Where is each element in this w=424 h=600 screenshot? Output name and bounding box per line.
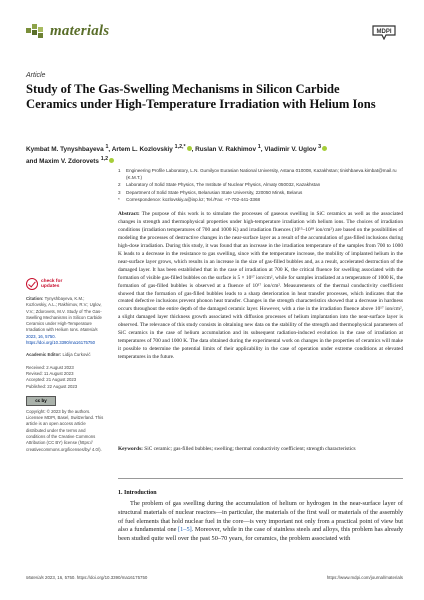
received-date: Received: 2 August 2023 xyxy=(26,364,74,370)
mdpi-logo-text: MDPI xyxy=(376,29,392,35)
abstract-text: The purpose of this work is to simulate the processes of gaseous swelling in SiC ceramics as well as the associated changes in strength and thermophysical properties under high-temperature irradiation with helium ions. The choices of irradiation conditions (irradiation temperatures of 700 and 1000 K) and irradiation fluences (10¹⁵–10¹⁸ ion/cm²) are based on the possibilities of modeling the processes of destructive changes in the near-surface layer as a result of the accumulation of gas-filled inclusions during high-dose irradiation. During this study, it was found that an increase in the irradiation temperature of the samples from 700 to 1000 K leads to a decrease in the resistance to gas swelling, since with the temperature increase, the mobility of implanted helium in the near-surface layer grows, which results in an increase in the size of gas-filled bubbles and, as a result, accelerated destruction of the damaged layer. It has been established that in the case of irradiation at 700 K, the critical fluence for swelling associated with the formation of visible gas-filled bubbles on the surface is 5 × 10¹⁷ ion/cm², while for samples irradiated at a temperature of 1000 K, the formation of gas-filled bubbles is observed at a fluence of 10¹⁷ ion/cm². Measurements of the thermal conductivity coefficient showed that the formation of gas-filled bubbles leads to a sharp deterioration in heat transfer processes, which indicates that the created defective inclusions prevent phonon heat transfer. Changes in the strength characteristics showed that a decrease in hardness occurs throughout the entire depth of the damaged ceramic layer. However, with a rise in the irradiation fluence above 10¹⁷ ion/cm², a slight damaged layer thickness growth associated with diffusion processes of helium implantation into the near-surface layer is observed. The relevance of this study consists in obtaining new data on the stability of the strength and thermophysical parameters of SiC ceramics in the case of helium accumulation and its subsequent radiation-induced evolution in the case of irradiation at temperatures of 700 and 1000 K. The data obtained during the experimental work on changes in the properties of ceramics will make it possible to determine the potential limits of their applicability in the case of operation under extreme conditions at elevated temperatures in the future. xyxy=(118,211,403,361)
introduction-paragraph xyxy=(118,500,403,544)
author-name[interactable]: Artem L. Kozlovskiy xyxy=(111,146,173,154)
affiliation-item xyxy=(118,167,403,181)
citation-block xyxy=(26,296,106,346)
correspondence-marker: * xyxy=(118,196,120,202)
abstract-label: Abstract: xyxy=(118,211,140,217)
citation-journal: Materials xyxy=(80,327,98,333)
revised-date: Revised: 11 August 2023 xyxy=(26,370,74,376)
keywords xyxy=(118,446,403,454)
section-heading: 1. Introduction xyxy=(118,490,157,496)
section-divider xyxy=(118,478,403,479)
editor-name: Lidija Ćurković xyxy=(62,352,91,358)
orcid-icon[interactable] xyxy=(322,146,327,151)
author-affiliation-marker: 1,2,* xyxy=(174,144,186,150)
correspondence xyxy=(118,196,403,203)
orcid-icon[interactable] xyxy=(109,158,114,163)
editor-block xyxy=(26,352,106,358)
article-type: Article xyxy=(26,72,46,79)
affiliation-marker: 2 xyxy=(118,182,121,188)
author-name[interactable]: Maxim V. Zdorovets xyxy=(39,157,99,165)
footer-citation xyxy=(26,575,147,580)
author-affiliation-marker: 1,2 xyxy=(100,155,109,162)
check-for-updates-button[interactable] xyxy=(26,278,106,290)
journal-name: materials xyxy=(50,22,110,39)
keywords-text: SiC ceramic; gas-filled bubbles; swelling; thermal conductivity coefficient; strength characteristics xyxy=(144,446,356,452)
page-footer xyxy=(26,575,403,580)
citation-doi-link[interactable]: 2023, 16, 5750. https://doi.org/10.3390/ma16175750 xyxy=(26,333,96,346)
affiliation-item xyxy=(118,189,403,196)
intro-text-start: The problem of gas swelling during the accumulation of helium or hydrogen in the near-surface layer of structural materials of nuclear reactors—in particular, the materials of the first wall or materials of the assembly of fuel elements that hold nuclear fuel in the core—is very important not only from a practical point of view but also a fundamental one xyxy=(118,500,403,534)
affiliation-text: Department of Solid State Physics, Belarusian State University, 220050 Minsk, Belarus xyxy=(126,189,303,195)
author-name[interactable]: Kymbat M. Tynyshbayeva xyxy=(26,146,104,154)
affiliation-marker: 3 xyxy=(118,189,121,195)
mdpi-logo[interactable] xyxy=(370,24,398,40)
editor-label: Academic Editor: xyxy=(26,352,62,358)
affiliation-text: Laboratory of Solid State Physics, The Institute of Nuclear Physics, Almaty 050032, Kazakhstan xyxy=(126,182,321,188)
affiliations xyxy=(118,167,403,203)
checkmark-icon xyxy=(26,278,38,290)
footer-journal: Materials xyxy=(26,575,44,580)
intro-text-end: . Moreover, while in the case of stainless steels and alloys, this problem has already been studied quite well over the past 50–70 years, for ceramics, the problem associated with xyxy=(118,526,403,542)
author-name[interactable]: Vladimir V. Uglov xyxy=(264,146,317,154)
page-header xyxy=(26,16,398,56)
author-affiliation-marker: 1 xyxy=(105,144,109,150)
reference-link[interactable]: [1–5] xyxy=(178,526,192,534)
keywords-label: Keywords: xyxy=(118,446,143,452)
affiliation-text: Engineering Profile Laboratory, L.N. Gumilyov Eurasian National University, Astana 010008, Kazakhstan; tinishbaeva.kimbat@mail.ru (K.M.T.) xyxy=(126,168,397,181)
author-affiliation-marker: 1 xyxy=(257,144,261,150)
author-affiliation-marker: 3 xyxy=(318,144,322,150)
article-title: Study of The Gas-Swelling Mechanisms in Silicon Carbide Ceramics under High-Temperature Irradiation with Helium Ions xyxy=(26,82,376,111)
author-conjunction: and xyxy=(26,157,38,165)
affiliation-marker: 1 xyxy=(118,168,121,173)
accepted-date: Accepted: 21 August 2023 xyxy=(26,377,77,383)
footer-journal-url[interactable]: https://www.mdpi.com/journal/materials xyxy=(326,575,403,580)
journal-logo[interactable] xyxy=(26,22,109,40)
affiliation-item xyxy=(118,181,403,188)
author-list: Kymbat M. Tynyshbayeva $^1$, Artem L. Kozlovskiy $^{1,2,*}$ , Ruslan V. Rakhimov $^1$, Vladimir V. Uglov $^3$ and Maxim V. Zdorovets $^{1,2}$ xyxy=(26,143,398,166)
abstract xyxy=(118,211,403,362)
footer-doi[interactable]: 2023, 16, 5750. https://doi.org/10.3390/ma16175750 xyxy=(45,575,148,580)
correspondence-text: Correspondence: kozlovskiy.a@inp.kz; Tel./Fax: +7-702-441-3368 xyxy=(126,196,261,202)
check-for-updates-label: check for updates xyxy=(41,279,63,289)
cc-by-license-icon[interactable]: cc by xyxy=(26,396,56,406)
author-name[interactable]: Ruslan V. Rakhimov xyxy=(195,146,257,154)
license-text: Copyright: © 2023 by the authors. Licensee MDPI, Basel, Switzerland. This article is an open access article distributed under the terms and conditions of the Creative Commons Attribution (CC BY) license (https:// creativecommons.org/licenses/by/ 4.0/). xyxy=(26,408,104,452)
orcid-icon[interactable] xyxy=(187,146,192,151)
citation-label: Citation: xyxy=(26,296,44,301)
article-sidebar xyxy=(26,278,106,459)
journal-mark-icon xyxy=(26,22,46,40)
dates-block xyxy=(26,365,106,390)
published-date: Published: 22 August 2023 xyxy=(26,383,78,389)
citation-text: Tynyshbayeva, K.M.; Kozlovskiy, A.L.; Rakhimov, R.V.; Uglov, V.V.; Zdorovets, M.V. Study of The Gas-Swelling Mechanisms in Silicon Carbide Ceramics under High-Temperature Irradiation with Helium Ions. xyxy=(26,296,102,333)
